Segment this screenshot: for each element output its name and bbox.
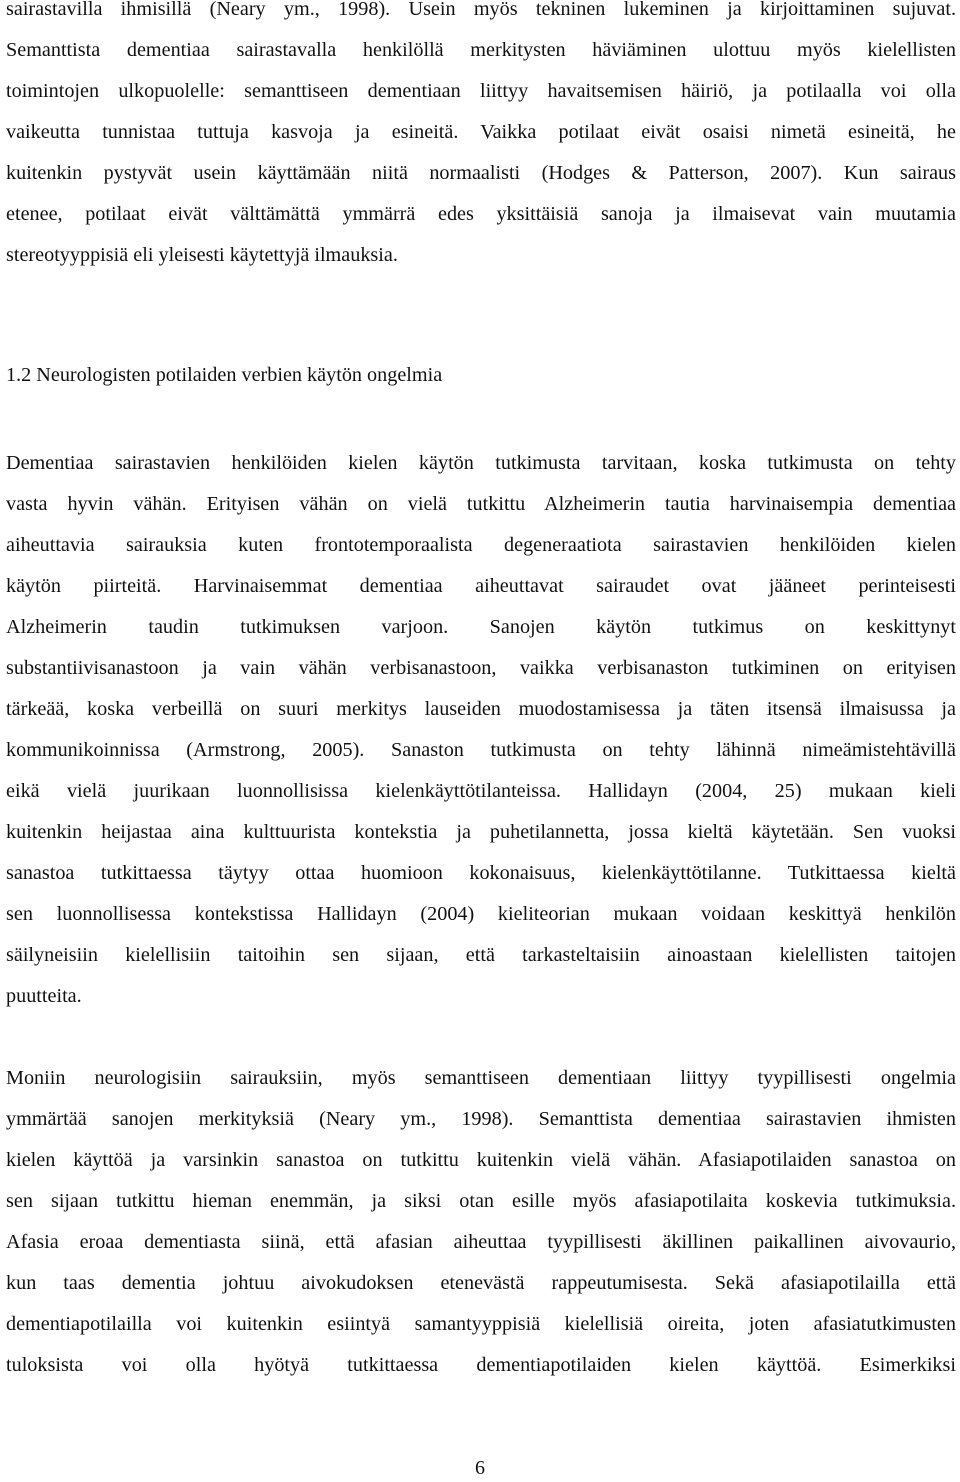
- text-line: käytön piirteitä. Harvinaisemmat dementiaa aiheuttavat sairaudet ovat jääneet perinteisesti: [6, 575, 956, 597]
- text-line: kielen käyttöä ja varsinkin sanastoa on tutkittu kuitenkin vielä vähän. Afasiapotilaiden sanastoa on: [6, 1149, 956, 1171]
- text-line: Alzheimerin taudin tutkimuksen varjoon. Sanojen käytön tutkimus on keskittynyt: [6, 616, 956, 638]
- text-line: ymmärtää sanojen merkityksiä (Neary ym., 1998). Semanttista dementiaa sairastavien ihmisten: [6, 1108, 956, 1130]
- text-line: substantiivisanastoon ja vain vähän verbisanastoon, vaikka verbisanaston tutkiminen on erityisen: [6, 657, 956, 679]
- text-line: etenee, potilaat eivät välttämättä ymmärrä edes yksittäisiä sanoja ja ilmaisevat vain muutamia: [6, 203, 956, 225]
- text-line: toimintojen ulkopuolelle: semanttiseen dementiaan liittyy havaitsemisen häiriö, ja potilaalla voi olla: [6, 80, 956, 102]
- text-line: eikä vielä juurikaan luonnollisissa kielenkäyttötilanteissa. Hallidayn (2004, 25) mukaan kieli: [6, 780, 956, 802]
- text-line: Afasia eroaa dementiasta siinä, että afasian aiheuttaa tyypillisesti äkillinen paikallinen aivovaurio,: [6, 1231, 956, 1253]
- text-line: stereotyyppisiä eli yleisesti käytettyjä ilmauksia.: [6, 244, 398, 266]
- body-paragraph-3: [6, 1058, 956, 1386]
- text-line: dementiapotilailla voi kuitenkin esiintyä samantyyppisiä kielellisiä oireita, joten afasiatutkimusten: [6, 1313, 956, 1335]
- text-line: vasta hyvin vähän. Erityisen vähän on vielä tutkittu Alzheimerin tautia harvinaisempia dementiaa: [6, 493, 956, 515]
- section-heading: 1.2 Neurologisten potilaiden verbien käytön ongelmia: [6, 364, 443, 386]
- text-line: Moniin neurologisiin sairauksiin, myös semanttiseen dementiaan liittyy tyypillisesti ongelmia: [6, 1067, 956, 1089]
- body-paragraph-2: [6, 443, 956, 1017]
- text-line: kuitenkin pystyvät usein käyttämään niitä normaalisti (Hodges & Patterson, 2007). Kun sairaus: [6, 162, 956, 184]
- text-line: säilyneisiin kielellisiin taitoihin sen sijaan, että tarkasteltaisiin ainoastaan kielellisten taitojen: [6, 944, 956, 966]
- text-line: sen sijaan tutkittu hieman enemmän, ja siksi otan esille myös afasiapotilaita koskevia tutkimuksia.: [6, 1190, 956, 1212]
- text-line: aiheuttavia sairauksia kuten frontotemporaalista degeneraatiota sairastavien henkilöiden kielen: [6, 534, 956, 556]
- text-line: Semanttista dementiaa sairastavalla henkilöllä merkitysten häviäminen ulottuu myös kielellisten: [6, 39, 956, 61]
- text-line: tärkeää, koska verbeillä on suuri merkitys lauseiden muodostamisessa ja täten itsensä ilmaisussa ja: [6, 698, 956, 720]
- body-paragraph-1: [6, 0, 956, 276]
- text-line: sairastavilla ihmisillä (Neary ym., 1998). Usein myös tekninen lukeminen ja kirjoittaminen sujuvat.: [6, 0, 956, 20]
- page-number: 6: [475, 1457, 485, 1479]
- text-line: kun taas dementia johtuu aivokudoksen etenevästä rappeutumisesta. Sekä afasiapotilailla että: [6, 1272, 956, 1294]
- text-line: tuloksista voi olla hyötyä tutkittaessa dementiapotilaiden kielen käyttöä. Esimerkiksi: [6, 1354, 956, 1376]
- text-line: puutteita.: [6, 985, 82, 1007]
- text-line: kommunikoinnissa (Armstrong, 2005). Sanaston tutkimusta on tehty lähinnä nimeämistehtävillä: [6, 739, 956, 761]
- text-line: sanastoa tutkittaessa täytyy ottaa huomioon kokonaisuus, kielenkäyttötilanne. Tutkittaessa kieltä: [6, 862, 956, 884]
- text-line: Dementiaa sairastavien henkilöiden kielen käytön tutkimusta tarvitaan, koska tutkimusta on tehty: [6, 452, 956, 474]
- text-line: sen luonnollisessa kontekstissa Hallidayn (2004) kieliteorian mukaan voidaan keskittyä henkilön: [6, 903, 956, 925]
- text-line: kuitenkin heijastaa aina kulttuurista kontekstia ja puhetilannetta, jossa kieltä käytetään. Sen vuoksi: [6, 821, 956, 843]
- text-line: vaikeutta tunnistaa tuttuja kasvoja ja esineitä. Vaikka potilaat eivät osaisi nimetä esineitä, he: [6, 121, 956, 143]
